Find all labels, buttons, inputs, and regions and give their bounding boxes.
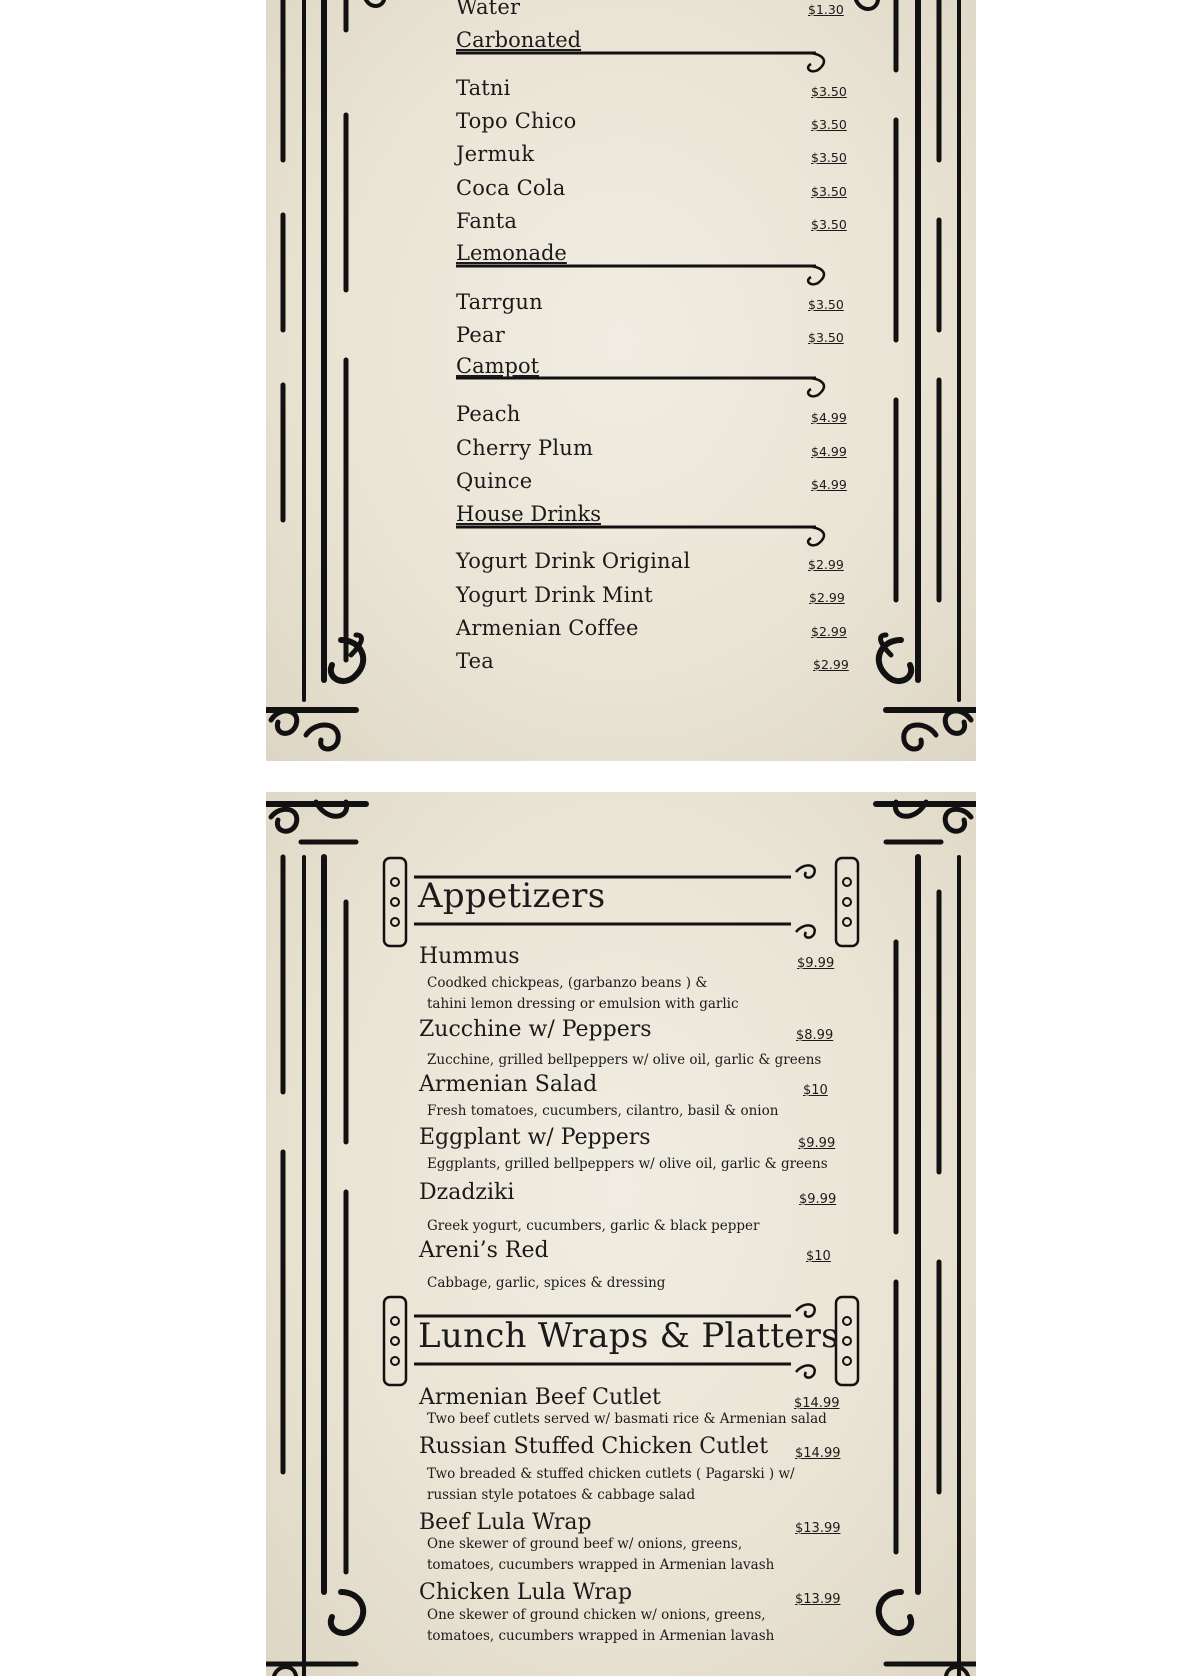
menu-item-price: $13.99 — [795, 1521, 841, 1536]
menu-page-drinks — [266, 0, 976, 761]
menu-item-name: Areni’s Red — [419, 1238, 549, 1263]
menu-item-name: Beef Lula Wrap — [419, 1510, 592, 1535]
ornamental-frame — [266, 0, 976, 761]
menu-item-name: Tatni — [456, 76, 511, 100]
menu-item-name: Eggplant w/ Peppers — [419, 1125, 651, 1150]
menu-item-name: Hummus — [419, 944, 520, 969]
menu-item-price: $3.50 — [808, 330, 844, 345]
menu-item-price: $2.99 — [808, 557, 844, 572]
section-title-house-drinks: House Drinks — [456, 502, 601, 526]
menu-item-name: Jermuk — [456, 142, 535, 166]
menu-item-description: Greek yogurt, cucumbers, garlic & black pepper — [427, 1218, 760, 1234]
menu-item-price: $3.50 — [811, 217, 847, 232]
menu-item-description: Fresh tomatoes, cucumbers, cilantro, basil & onion — [427, 1103, 779, 1119]
menu-item-description: Coodked chickpeas, (garbanzo beans ) & — [427, 975, 708, 991]
menu-item-price: $1.30 — [808, 2, 844, 17]
menu-item-description: tomatoes, cucumbers wrapped in Armenian lavash — [427, 1557, 775, 1573]
menu-item-price: $14.99 — [794, 1396, 840, 1411]
menu-item-price: $3.50 — [811, 184, 847, 199]
menu-item-name: Russian Stuffed Chicken Cutlet — [419, 1434, 769, 1459]
menu-item-name: Coca Cola — [456, 176, 566, 200]
menu-item-name: Dzadziki — [419, 1180, 515, 1205]
menu-item-price: $3.50 — [811, 150, 847, 165]
menu-item-name: Fanta — [456, 209, 518, 233]
menu-item-name: Cherry Plum — [456, 436, 594, 460]
menu-item-description: tahini lemon dressing or emulsion with garlic — [427, 996, 739, 1012]
section-title-campot: Campot — [456, 354, 540, 378]
menu-item-price: $13.99 — [795, 1592, 841, 1607]
menu-item-name: Pear — [456, 323, 505, 347]
menu-item-description: Zucchine, grilled bellpeppers w/ olive oil, garlic & greens — [427, 1052, 822, 1068]
menu-item-name: Zucchine w/ Peppers — [419, 1017, 652, 1042]
menu-item-name: Chicken Lula Wrap — [419, 1580, 633, 1605]
menu-item-description: Two beef cutlets served w/ basmati rice & Armenian salad — [427, 1411, 827, 1427]
menu-item-name: Tarrgun — [456, 290, 543, 314]
menu-item-name: Topo Chico — [456, 109, 577, 133]
menu-item-price: $2.99 — [811, 624, 847, 639]
menu-item-name: Armenian Beef Cutlet — [419, 1385, 661, 1410]
menu-item-price: $3.50 — [808, 297, 844, 312]
menu-item-price: $8.99 — [796, 1028, 834, 1043]
menu-item-price: $10 — [803, 1083, 828, 1098]
heading-appetizers: Appetizers — [418, 876, 606, 916]
section-title-lemonade: Lemonade — [456, 241, 567, 265]
menu-item-name: Water — [456, 0, 521, 19]
menu-item-description: russian style potatoes & cabbage salad — [427, 1487, 696, 1503]
menu-item-name: Yogurt Drink Original — [456, 549, 691, 573]
menu-item-price: $4.99 — [811, 410, 847, 425]
menu-item-name: Armenian Salad — [419, 1072, 598, 1097]
menu-item-description: Two breaded & stuffed chicken cutlets ( Pagarski ) w/ — [427, 1466, 795, 1482]
menu-item-name: Yogurt Drink Mint — [456, 583, 653, 607]
menu-item-price: $10 — [806, 1249, 831, 1264]
menu-item-description: Eggplants, grilled bellpeppers w/ olive oil, garlic & greens — [427, 1156, 828, 1172]
menu-item-price: $2.99 — [809, 590, 845, 605]
heading-lunch-wraps-platters: Lunch Wraps & Platters — [418, 1316, 839, 1356]
menu-item-price: $3.50 — [811, 84, 847, 99]
menu-item-name: Quince — [456, 469, 533, 493]
menu-item-price: $9.99 — [797, 956, 835, 971]
menu-item-name: Armenian Coffee — [456, 616, 639, 640]
menu-item-name: Peach — [456, 402, 521, 426]
menu-item-price: $9.99 — [799, 1192, 837, 1207]
section-title-carbonated: Carbonated — [456, 28, 582, 52]
menu-item-price: $9.99 — [798, 1136, 836, 1151]
menu-item-description: One skewer of ground beef w/ onions, greens, — [427, 1536, 743, 1552]
menu-item-price: $4.99 — [811, 444, 847, 459]
menu-page-food — [266, 792, 976, 1676]
menu-item-price: $2.99 — [813, 657, 849, 672]
menu-item-price: $3.50 — [811, 117, 847, 132]
menu-item-price: $4.99 — [811, 477, 847, 492]
menu-item-price: $14.99 — [795, 1446, 841, 1461]
menu-item-name: Tea — [456, 649, 494, 673]
menu-item-description: tomatoes, cucumbers wrapped in Armenian lavash — [427, 1628, 775, 1644]
menu-item-description: One skewer of ground chicken w/ onions, greens, — [427, 1607, 766, 1623]
menu-item-description: Cabbage, garlic, spices & dressing — [427, 1275, 666, 1291]
